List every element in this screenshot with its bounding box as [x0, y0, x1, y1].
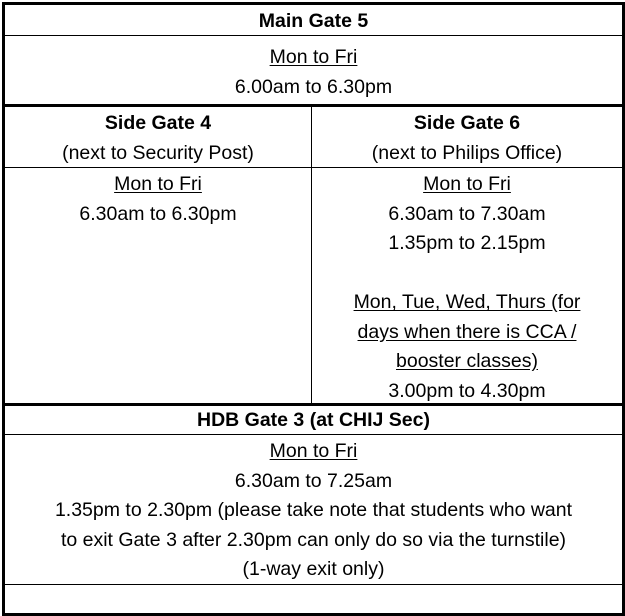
main-gate-days: Mon to Fri — [269, 46, 358, 68]
divider — [5, 35, 622, 36]
hdb-gate-title — [5, 406, 622, 434]
side-gate-6-extra-days-1: Mon, Tue, Wed, Thurs (for — [353, 291, 581, 313]
main-gate-time: 6.00am to 6.30pm — [234, 75, 393, 98]
side-gate-6-hours — [312, 170, 622, 402]
side-gate-6-title: Side Gate 6 — [413, 112, 521, 134]
side-gate-6-time-1: 6.30am to 7.30am — [388, 202, 546, 225]
side-gate-6-header — [312, 109, 622, 169]
side-gate-6-extra-days-2: days when there is CCA / — [357, 320, 577, 343]
hdb-gate-title-text: HDB Gate 3 (at CHIJ Sec) — [197, 409, 430, 431]
side-gate-4-header — [5, 109, 311, 169]
side-gate-4-time: 6.30am to 6.30pm — [79, 202, 237, 225]
side-gate-4-days: Mon to Fri — [114, 173, 202, 195]
side-gate-6-subtitle: (next to Philips Office) — [371, 141, 563, 164]
side-gate-4-subtitle: (next to Security Post) — [62, 141, 254, 164]
hdb-gate-line-1: 6.30am to 7.25am — [234, 469, 393, 492]
divider — [5, 434, 622, 435]
empty-footer-row — [5, 585, 622, 613]
side-gate-4-hours — [5, 170, 311, 230]
hdb-gate-line-3: to exit Gate 3 after 2.30pm can only do so via the turnstile) — [60, 528, 567, 551]
main-gate-title — [5, 7, 622, 35]
hdb-gate-hours — [5, 437, 622, 583]
main-gate-title-text: Main Gate 5 — [258, 10, 369, 32]
spacer — [312, 259, 622, 289]
hdb-gate-days: Mon to Fri — [269, 440, 358, 462]
side-gate-6-days: Mon to Fri — [423, 173, 511, 195]
side-gate-6-extra-time: 3.00pm to 4.30pm — [388, 379, 546, 402]
side-gate-6-extra-days-3: booster classes) — [396, 350, 538, 372]
side-gate-6-time-2: 1.35pm to 2.15pm — [388, 232, 546, 254]
main-gate-hours — [5, 43, 622, 105]
side-gate-4-title: Side Gate 4 — [104, 112, 212, 134]
hdb-gate-line-4: (1-way exit only) — [242, 558, 385, 580]
divider — [5, 104, 622, 107]
hdb-gate-line-2: 1.35pm to 2.30pm (please take note that students who want — [54, 499, 573, 521]
gate-schedule-table — [2, 2, 625, 616]
divider — [5, 167, 622, 168]
